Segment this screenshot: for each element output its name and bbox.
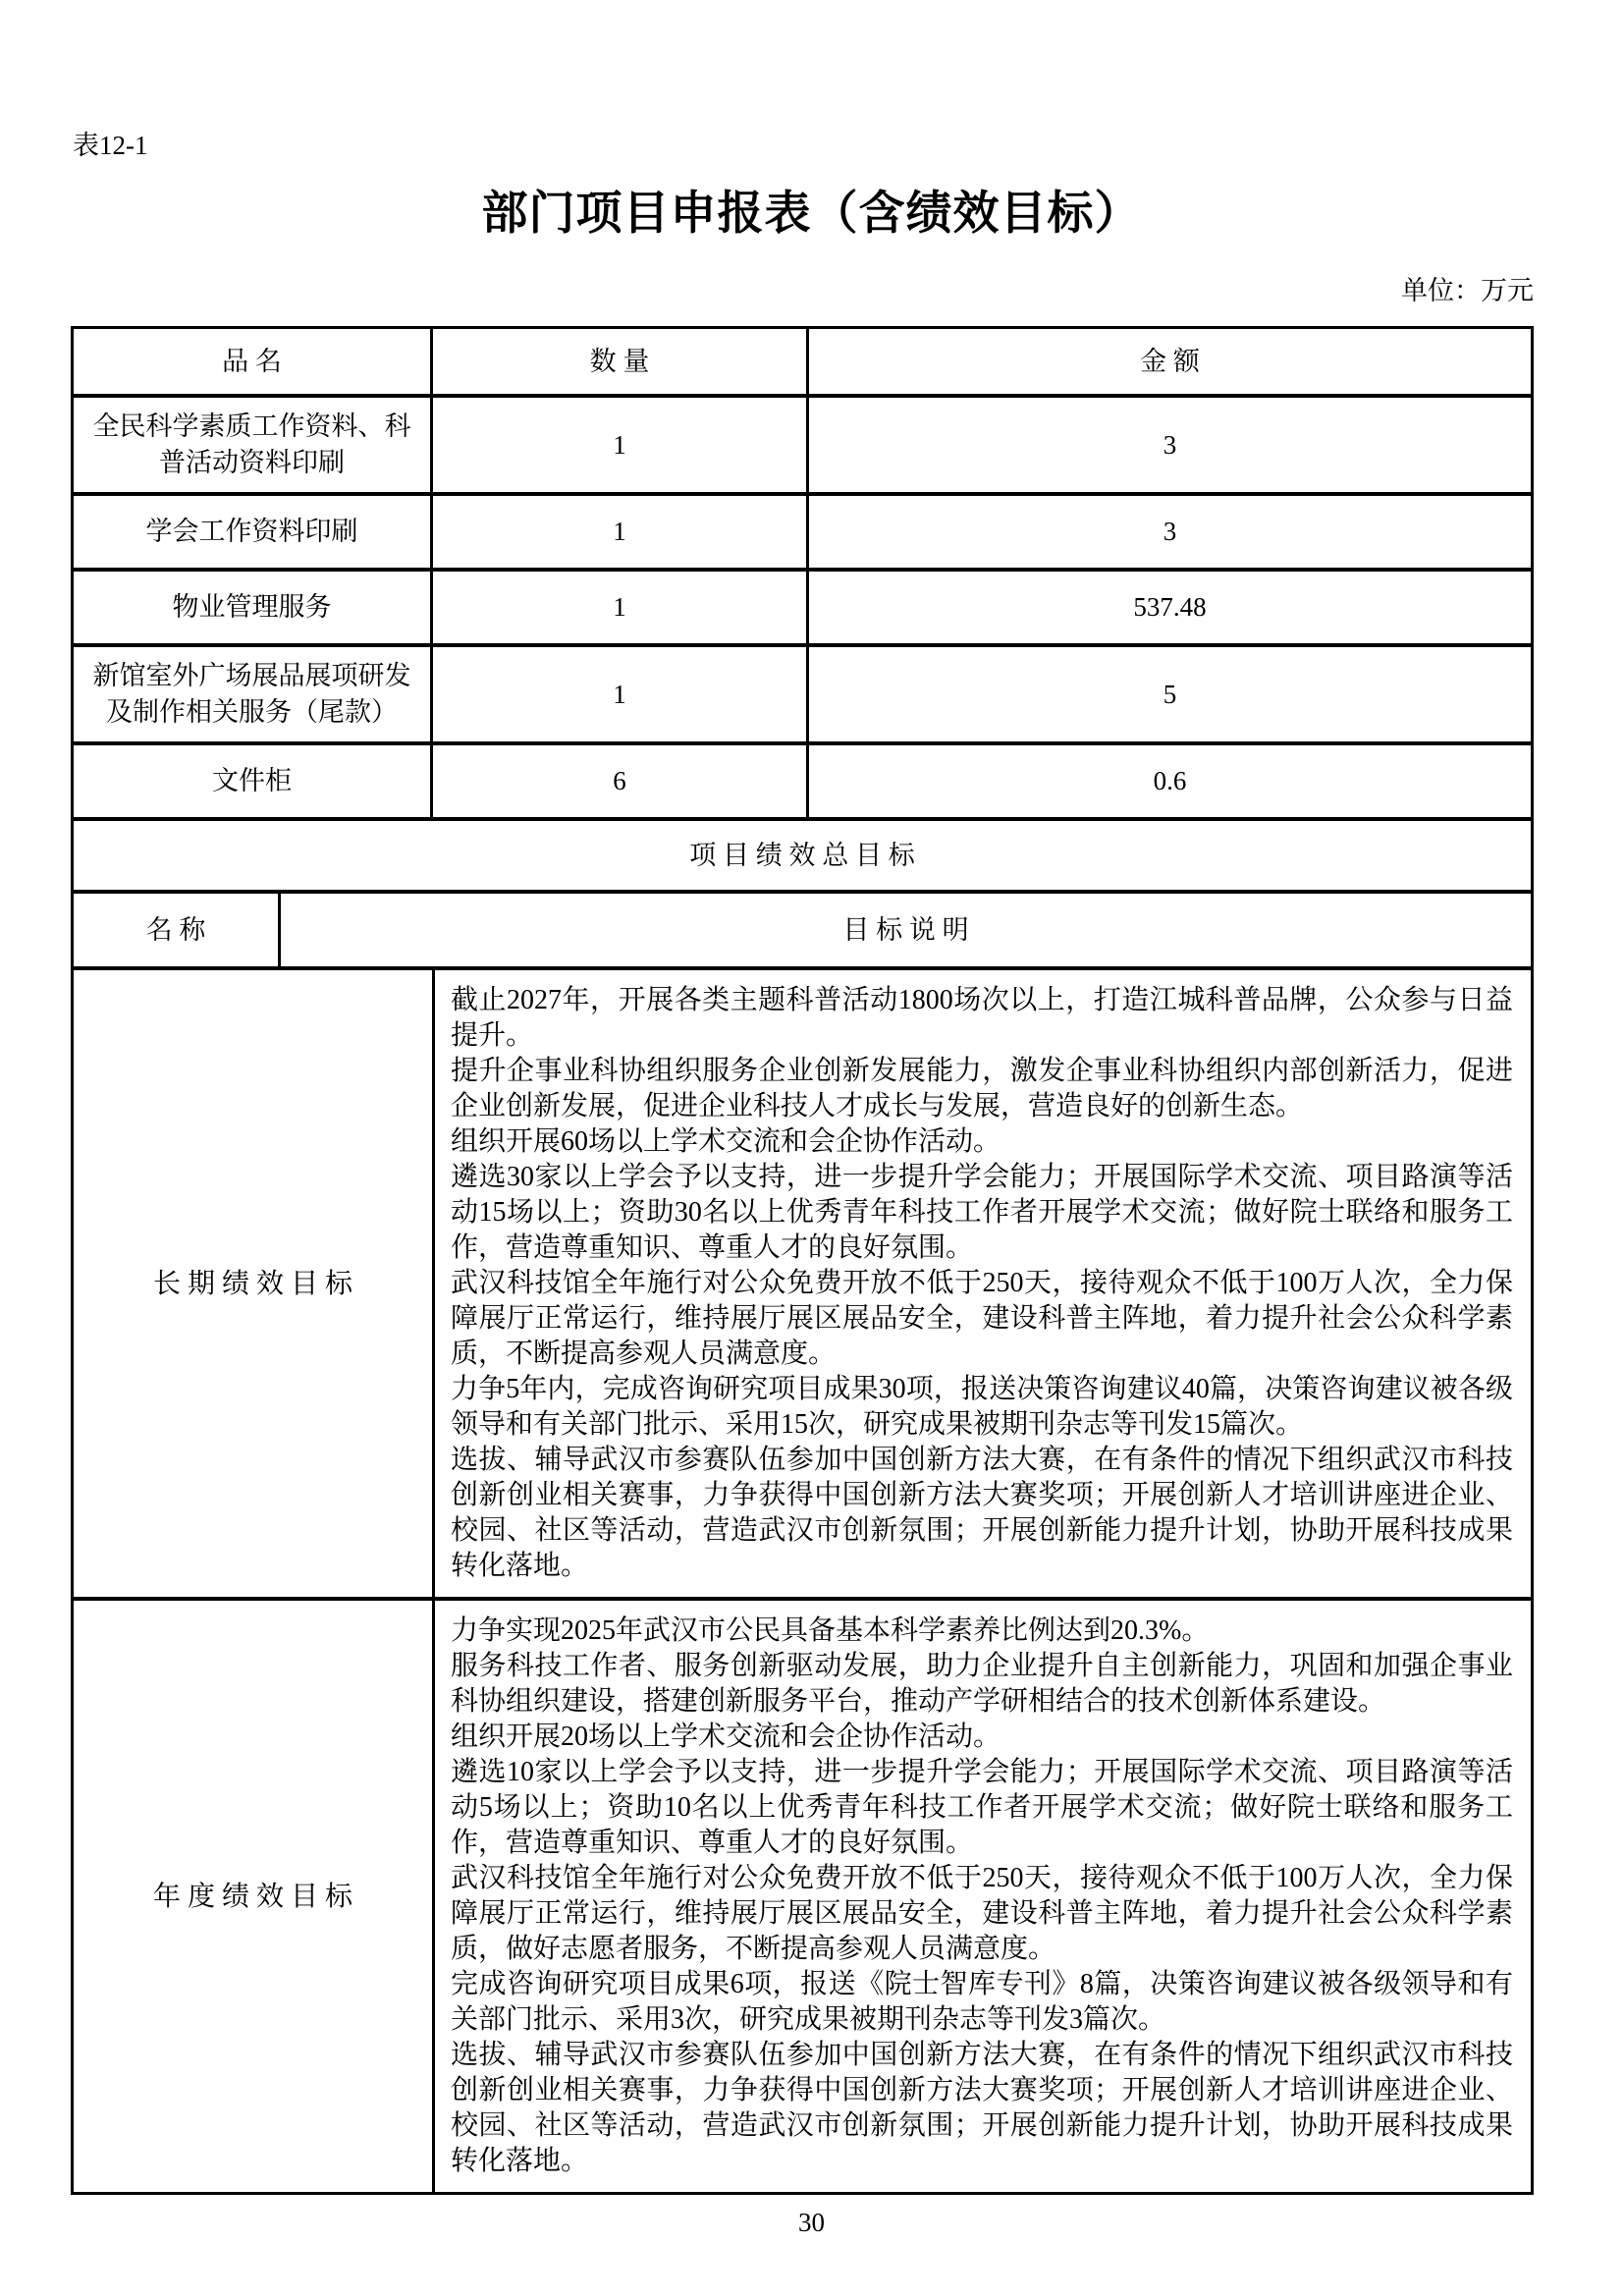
goal-paragraph: 完成咨询研究项目成果6项，报送《院士智库专刊》8篇，决策咨询建议被各级领导和有关部门批示、采用3次，研究成果被期刊杂志等刊发3篇次。 bbox=[451, 1969, 1513, 2035]
goal-paragraph: 遴选30家以上学会予以支持，进一步提升学会能力；开展国际学术交流、项目路演等活动15场以上；资助30名以上优秀青年科技工作者开展学术交流；做好院士联络和服务工作，营造尊重知识、尊重人才的良好氛围。 bbox=[451, 1162, 1513, 1263]
item-name: 文件柜 bbox=[212, 766, 292, 795]
annual-goal-row bbox=[74, 1597, 1531, 2192]
long-term-goal-text bbox=[432, 970, 1531, 1597]
item-name: 学会工作资料印刷 bbox=[145, 517, 358, 546]
column-header-quantity: 数量 bbox=[430, 329, 806, 394]
table-row bbox=[74, 741, 1531, 817]
annual-goal-label: 年度绩效目标 bbox=[152, 1881, 359, 1912]
annual-goal-text bbox=[432, 1601, 1531, 2192]
project-table bbox=[71, 326, 1534, 2195]
item-name: 物业管理服务 bbox=[172, 592, 332, 622]
goal-paragraph: 遴选10家以上学会予以支持，进一步提升学会能力；开展国际学术交流、项目路演等活动5场以上；资助10名以上优秀青年科技工作者开展学术交流；做好院士联络和服务工作，营造尊重知识、尊重人才的良好氛围。 bbox=[451, 1757, 1513, 1858]
goal-paragraph: 截止2027年，开展各类主题科普活动1800场次以上，打造江城科普品牌，公众参与日益提升。 bbox=[451, 985, 1513, 1051]
column-header-amount: 金额 bbox=[806, 329, 1531, 394]
performance-section-title: 项目绩效总目标 bbox=[689, 840, 922, 870]
goal-header-name: 名称 bbox=[145, 914, 213, 945]
goal-paragraph: 服务科技工作者、服务创新驱动发展，助力企业提升自主创新能力，巩固和加强企事业科协组织建设，搭建创新服务平台，推动产学研相结合的技术创新体系建设。 bbox=[451, 1651, 1513, 1717]
table-row bbox=[74, 568, 1531, 643]
table-row bbox=[74, 492, 1531, 568]
page-title: 部门项目申报表（含绩效目标） bbox=[481, 189, 1142, 240]
goal-paragraph: 提升企事业科协组织服务企业创新发展能力，激发企事业科协组织内部创新活力，促进企业创新发展，促进企业科技人才成长与发展，营造良好的创新生态。 bbox=[451, 1056, 1513, 1121]
goal-header-description: 目标说明 bbox=[278, 894, 1531, 966]
item-amount: 537.48 bbox=[806, 572, 1531, 643]
goal-header-row bbox=[74, 890, 1531, 966]
goal-paragraph: 选拔、辅导武汉市参赛队伍参加中国创新方法大赛，在有条件的情况下组织武汉市科技创新创业相关赛事，力争获得中国创新方法大赛奖项；开展创新人才培训讲座进企业、校园、社区等活动，营造武汉市创新氛围；开展创新能力提升计划，协助开展科技成果转化落地。 bbox=[451, 1445, 1513, 1581]
item-amount: 5 bbox=[806, 647, 1531, 741]
goal-paragraph: 武汉科技馆全年施行对公众免费开放不低于250天，接待观众不低于100万人次，全力保障展厅正常运行，维持展厅展区展品安全，建设科普主阵地，着力提升社会公众科学素质，不断提高参观人员满意度。 bbox=[451, 1268, 1513, 1369]
table-header-row bbox=[74, 329, 1531, 394]
item-name: 全民科学素质工作资料、科普活动资料印刷 bbox=[92, 411, 411, 477]
table-label: 表12-1 bbox=[73, 131, 148, 160]
long-term-goal-label: 长期绩效目标 bbox=[152, 1268, 359, 1299]
goal-paragraph: 组织开展20场以上学术交流和会企协作活动。 bbox=[451, 1722, 1001, 1752]
table-row bbox=[74, 394, 1531, 492]
goal-paragraph: 选拔、辅导武汉市参赛队伍参加中国创新方法大赛，在有条件的情况下组织武汉市科技创新创业相关赛事，力争获得中国创新方法大赛奖项；开展创新人才培训讲座进企业、校园、社区等活动，营造武汉市创新氛围；开展创新能力提升计划，协助开展科技成果转化落地。 bbox=[451, 2040, 1513, 2176]
column-header-item-name: 品名 bbox=[222, 346, 289, 376]
page-number: 30 bbox=[798, 2208, 825, 2237]
goal-paragraph: 组织开展60场以上学术交流和会企协作活动。 bbox=[451, 1126, 1001, 1157]
item-quantity: 1 bbox=[430, 398, 806, 492]
item-quantity: 1 bbox=[430, 647, 806, 741]
item-quantity: 1 bbox=[430, 496, 806, 568]
long-term-goal-row bbox=[74, 966, 1531, 1597]
item-amount: 3 bbox=[806, 398, 1531, 492]
item-quantity: 1 bbox=[430, 572, 806, 643]
goal-paragraph: 武汉科技馆全年施行对公众免费开放不低于250天，接待观众不低于100万人次，全力保障展厅正常运行，维持展厅展区展品安全，建设科普主阵地，着力提升社会公众科学素质，做好志愿者服务，不断提高参观人员满意度。 bbox=[451, 1863, 1513, 1964]
goal-paragraph: 力争5年内，完成咨询研究项目成果30项，报送决策咨询建议40篇，决策咨询建议被各级领导和有关部门批示、采用15次，研究成果被期刊杂志等刊发15篇次。 bbox=[451, 1374, 1513, 1440]
item-amount: 3 bbox=[806, 496, 1531, 568]
table-row bbox=[74, 643, 1531, 741]
item-name: 新馆室外广场展品展项研发及制作相关服务（尾款） bbox=[92, 661, 411, 727]
goal-paragraph: 力争实现2025年武汉市公民具备基本科学素养比例达到20.3%。 bbox=[451, 1615, 1210, 1646]
performance-section-title-row bbox=[74, 817, 1531, 890]
unit-note: 单位：万元 bbox=[1401, 276, 1534, 305]
item-amount: 0.6 bbox=[806, 745, 1531, 817]
item-quantity: 6 bbox=[430, 745, 806, 817]
